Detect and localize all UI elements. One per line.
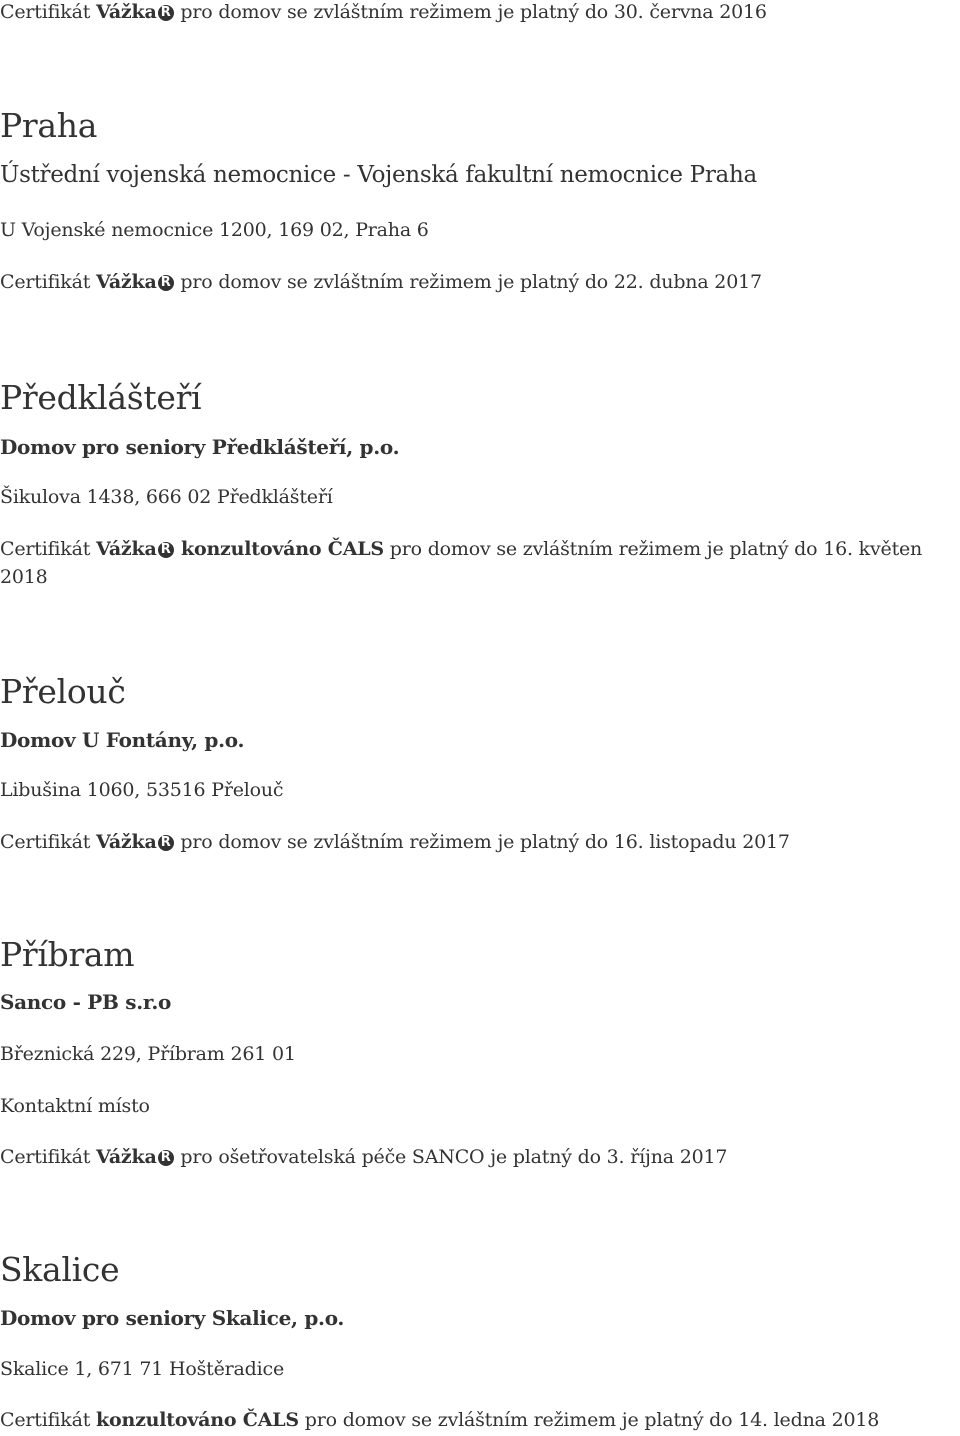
cert-consulted-cals: konzultováno ČALS [96, 1409, 299, 1431]
cert-suffix: pro domov se zvláštním režimem je platný do 30. června 2016 [174, 1, 767, 23]
cert-suffix: pro ošetřovatelská péče SANCO je platný do 3. října 2017 [174, 1146, 728, 1168]
registered-mark-icon: R [158, 275, 174, 291]
cert-prefix: Certifikát [0, 1, 97, 23]
brand-vazka: Vážka [96, 1146, 157, 1168]
address-skalice: Skalice 1, 671 71 Hoštěradice [0, 1358, 284, 1380]
cert-prefix: Certifikát [0, 271, 97, 293]
cert-consulted-cals: konzultováno ČALS [174, 538, 384, 560]
certificate-line-prelouc [0, 828, 960, 856]
certificate-line-praha [0, 268, 960, 296]
certificate-line-skalice [0, 1406, 960, 1434]
org-name-praha: Ústřední vojenská nemocnice - Vojenská fakultní nemocnice Praha [0, 162, 757, 188]
certificate-line-pribram [0, 1143, 960, 1171]
cert-prefix: Certifikát [0, 1146, 97, 1168]
brand-vazka: Vážka [96, 831, 157, 853]
city-heading-praha: Praha [0, 106, 98, 145]
cert-suffix: pro domov se zvláštním režimem je platný do 16. listopadu 2017 [174, 831, 790, 853]
cert-suffix: pro domov se zvláštním režimem je platný do 22. dubna 2017 [174, 271, 762, 293]
contact-point-pribram: Kontaktní místo [0, 1095, 150, 1117]
city-heading-skalice: Skalice [0, 1250, 120, 1289]
org-name-skalice: Domov pro seniory Skalice, p.o. [0, 1306, 345, 1330]
registered-mark-icon: R [158, 1150, 174, 1166]
org-name-predklasteri: Domov pro seniory Předklášteří, p.o. [0, 435, 400, 459]
city-heading-prelouc: Přelouč [0, 672, 126, 711]
registered-mark-icon: R [158, 542, 174, 558]
brand-vazka: Vážka [96, 1, 157, 23]
certificate-line-top [0, 0, 960, 26]
address-praha: U Vojenské nemocnice 1200, 169 02, Praha 6 [0, 219, 429, 241]
address-predklasteri: Šikulova 1438, 666 02 Předklášteří [0, 486, 333, 508]
brand-vazka: Vážka [96, 538, 157, 560]
org-name-prelouc: Domov U Fontány, p.o. [0, 728, 245, 752]
registered-mark-icon: R [158, 5, 174, 21]
cert-suffix: pro domov se zvláštním režimem je platný do 14. ledna 2018 [298, 1409, 880, 1431]
city-heading-predklasteri: Předklášteří [0, 378, 202, 417]
certificate-line-predklasteri [0, 535, 960, 591]
city-heading-pribram: Příbram [0, 935, 135, 974]
cert-suffix: pro domov se zvláštním režimem je platný do 16. květen 2018 [0, 538, 923, 588]
cert-prefix: Certifikát [0, 831, 97, 853]
registered-mark-icon: R [158, 835, 174, 851]
cert-prefix: Certifikát [0, 538, 97, 560]
org-name-pribram: Sanco - PB s.r.o [0, 990, 172, 1014]
cert-prefix: Certifikát [0, 1409, 97, 1431]
address-prelouc: Libušina 1060, 53516 Přelouč [0, 779, 284, 801]
brand-vazka: Vážka [96, 271, 157, 293]
address-pribram: Březnická 229, Příbram 261 01 [0, 1043, 296, 1065]
